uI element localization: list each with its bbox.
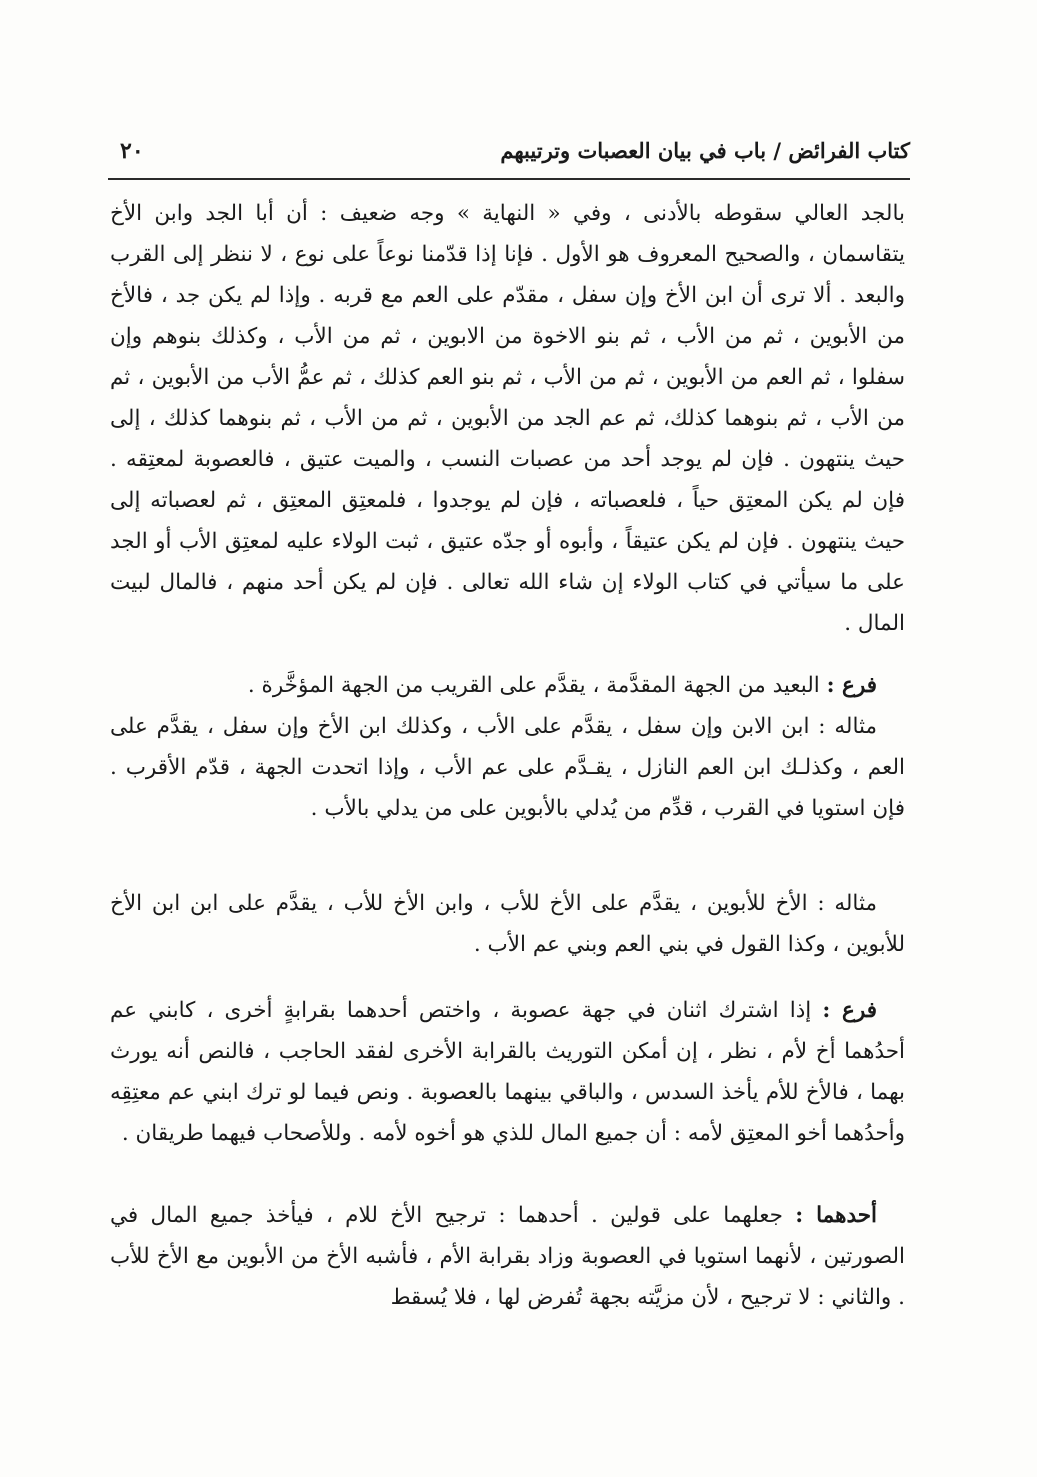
paragraph-1-text: بالجد العالي سقوطه بالأدنى ، وفي « النهاية » وجه ضعيف : أن أبا الجد وابن الأخ يتقاسمان ، والصحيح المعروف هو الأول . فإنا إذا قدّمنا نوعاً على نوع ، لا ننظر إلى القرب والبعد . ألا ترى أن ابن الأخ وإن سفل ، مقدّم على العم مع قربه . وإذا لم يكن جد ، فالأخ من الأبوين ، ثم من الأب ، ثم بنو الاخوة من الابوين ، ثم من الأب ، وكذلك بنوهم وإن سفلوا ، ثم العم من الأبوين ، ثم من الأب ، ثم بنو العم كذلك ، ثم عمُّ الأب من الأبوين ، ثم من الأب ، ثم بنوهما كذلك، ثم عم الجد من الأبوين ، ثم من الأب ، ثم بنوهما كذلك ، إلى حيث ينتهون . فإن لم يوجد أحد من عصبات النسب ، والميت عتيق ، فالعصوبة لمعتِقه . فإن لم يكن المعتِق حياً ، فلعصباته ، فإن لم يوجدوا ، فلمعتِق المعتِق ، ثم لعصباته إلى حيث ينتهون . فإن لم يكن عتيقاً ، وأبوه أو جدّه عتيق ، ثبت الولاء عليه لمعتِق الأب أو الجد على ما سيأتي في كتاب الولاء إن شاء الله تعالى . فإن لم يكن أحد منهم ، فالمال لبيت المال . <box>110 201 905 636</box>
page-number: ٢٠ <box>120 138 144 164</box>
paragraph-4 <box>110 990 905 1154</box>
paragraph-5-lead: أحدهما : <box>795 1203 877 1228</box>
header-rule <box>108 178 910 180</box>
paragraph-4-body: إذا اشترك اثنان في جهة عصوبة ، واختص أحدهما بقرابةٍ أخرى ، كابني عم أحدُهما أخ لأم ، نظر ، إن أمكن التوريث بالقرابة الأخرى لفقد الحاجب ، فالنص أنه يورث بهما ، فالأخ للأم يأخذ السدس ، والباقي بينهما بالعصوبة . ونص فيما لو ترك ابني عم معتِقِه وأحدُهما أخو المعتِق لأمه : أن جميع المال للذي هو أخوه لأمه . وللأصحاب فيهما طريقان . <box>110 998 905 1146</box>
paragraph-5-body: جعلهما على قولين . أحدهما : ترجيح الأخ للام ، فيأخذ جميع المال في الصورتين ، لأنهما استويا في العصوبة وزاد بقرابة الأم ، فأشبه الأخ من الأبوين مع الأخ للأب . والثاني : لا ترجيح ، لأن مزيَّته بجهة تُفرض لها ، فلا يُسقط <box>110 1203 905 1310</box>
paragraph-5 <box>110 1195 905 1318</box>
paragraph-2-body: مثاله : ابن الابن وإن سفل ، يقدَّم على الأب ، وكذلك ابن الأخ وإن سفل ، يقدَّم على العم ، وكذلـك ابن العم النازل ، يقـدَّم على عم الأب ، وإذا اتحدت الجهة ، قدّم الأقرب . فإن استويا في القرب ، قدِّم من يُدلي بالأبوين على من يدلي بالأب . <box>110 714 905 821</box>
paragraph-1 <box>110 193 905 644</box>
paragraph-5-text <box>110 1195 905 1318</box>
paragraph-4-text <box>110 990 905 1154</box>
page-header <box>110 138 910 172</box>
paragraph-4-lead: فرع : <box>822 998 877 1023</box>
paragraph-2-first-line <box>110 665 905 706</box>
running-title: كتاب الفرائض / باب في بيان العصبات وترتيبهم <box>500 138 910 163</box>
paragraph-2-lead: فرع : <box>826 673 877 698</box>
paragraph-3 <box>110 883 905 965</box>
paragraph-2 <box>110 665 905 829</box>
paragraph-3-text: مثاله : الأخ للأبوين ، يقدَّم على الأخ للأب ، وابن الأخ للأب ، يقدَّم على ابن ابن الأخ للأبوين ، وكذا القول في بني العم وبني عم الأب . <box>110 891 905 957</box>
paragraph-2-line1: البعيد من الجهة المقدَّمة ، يقدَّم على القريب من الجهة المؤخَّرة . <box>247 673 820 698</box>
